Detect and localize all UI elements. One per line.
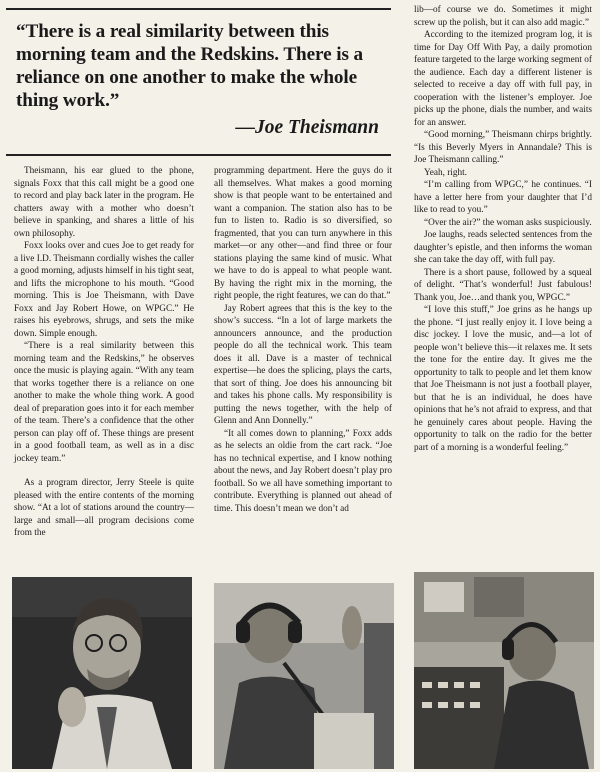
paragraph: Joe laughs, reads selected sentences from the daughter’s epistle, and then informs the woman she can take the day off, with full pay. bbox=[414, 230, 592, 265]
photo-theismann-microphone bbox=[214, 583, 394, 769]
photo-program-director bbox=[12, 577, 192, 769]
paragraph: “Over the air?” the woman asks suspiciously. bbox=[424, 217, 592, 228]
paragraph: “Good morning,” Theismann chirps brightly. “Is this Beverly Myers in Annandale? This is Joe Theismann calling.” bbox=[414, 130, 592, 165]
paragraph: Theismann, his ear glued to the phone, signals Foxx that this call might be a good one to record and play back later in the program. He chatters away with a mother who doesn’t believe in spanking, and shares a little of his own philosophy. bbox=[14, 166, 194, 239]
paragraph: “It all comes down to planning,” Foxx adds as he selects an oldie from the cart rack. “Joe has no technical expertise, and I know nothing about the news, and Jay Robert doesn’t play pro football. So we all have something important to contribute. Everything is planned out ahead of time. This doesn’t mean we don’t ad bbox=[214, 428, 392, 514]
paragraph: According to the itemized program log, it is time for Day Off With Pay, a daily promotion feature targeted to the large working segment of the audience. Each day a different listener is selected to receive a day off with full pay, in cooperation with the listener’s employer. Joe picks up the phone, dials the number, and waits for an answer. bbox=[414, 30, 592, 128]
article-column-1 bbox=[14, 165, 194, 540]
pull-quote bbox=[6, 8, 391, 156]
article-column-2 bbox=[214, 165, 392, 515]
pull-quote-attribution: —Joe Theismann bbox=[235, 117, 379, 138]
paragraph: As a program director, Jerry Steele is quite pleased with the entire contents of the morning show. “At a lot of stations around the country—large and small—all program decisions come from the bbox=[14, 478, 194, 538]
article-column-3 bbox=[414, 4, 592, 454]
photo-studio-console bbox=[414, 572, 594, 769]
paragraph: “There is a real similarity between this morning team and the Redskins,” he observes once the music is playing again. “With any team that works together there is a reliance on one another to make the whole thing work. A good deal of preparation goes into it for each member of the team. There’s a confidence that the other person can play off of. These things are present in a good football team, as well as in a disc jockey team.” bbox=[14, 341, 194, 464]
paragraph: lib—of course we do. Sometimes it might screw up the polish, but it can also add magic.” bbox=[414, 5, 592, 28]
paragraph: Foxx looks over and cues Joe to get ready for a live I.D. Theismann cordially wishes the caller a good morning, adjusts himself in his tight seat, and lifts the microphone to his mouth. “Good morning. This is Joe Theismann, with Dave Foxx and Jay Robert Howe, on WPGC.” He raises his eyebrows, shrugs, and sets the mike down. Simple enough. bbox=[14, 241, 194, 339]
paragraph: “I’m calling from WPGC,” he continues. “I have a letter here from your daughter that I’d like to read to you.” bbox=[414, 180, 592, 215]
paragraph: Jay Robert agrees that this is the key to the show’s success. “In a lot of large markets the announcers announce, and the production people do all the technical work. This team does it all. Dave is a master of technical expertise—he does the splicing, plays the carts, that sort of thing. Joe does his announcing bit and takes his phone calls. My responsibility is putting the news together, with the help of Glenn and Ann Donnelly.” bbox=[214, 303, 392, 426]
pull-quote-text: “There is a real similarity between this morning team and the Redskins. There is a reliance on one another to make the whole thing work.” bbox=[16, 21, 363, 111]
paragraph: Yeah, right. bbox=[424, 167, 467, 178]
paragraph: programming department. Here the guys do it all themselves. What makes a good morning show is that people want to be entertained and want a companion. The station also has to be fun to listen to. Radio is so diversified, so fragmented, that you can turn anywhere in this market—or any other—and find three or four stations playing the same kind of music. What we have to do is appeal to what people want. By having the right mix in the morning, the right people, the right features, we can do that.” bbox=[214, 166, 392, 301]
paragraph: There is a short pause, followed by a squeal of delight. “That’s wonderful! Just fabulous! Thank you, Joe…and thank you, WPGC.” bbox=[414, 267, 592, 303]
paragraph: “I love this stuff,” Joe grins as he hangs up the phone. “I just really enjoy it. I love being a disc jockey. I love the music, and—a lot of people won’t believe this—it relaxes me. It sets the tone for the entire day. It gives me the opportunity to talk to people and let them know that Joe Theismann is not just a football player, but that he is an individual, he does have opinions that he’s not afraid to express, and that he genuinely cares about people. Having the opportunity to talk on the radio for the better part of a morning is a wonderful feeling.” bbox=[414, 305, 592, 453]
